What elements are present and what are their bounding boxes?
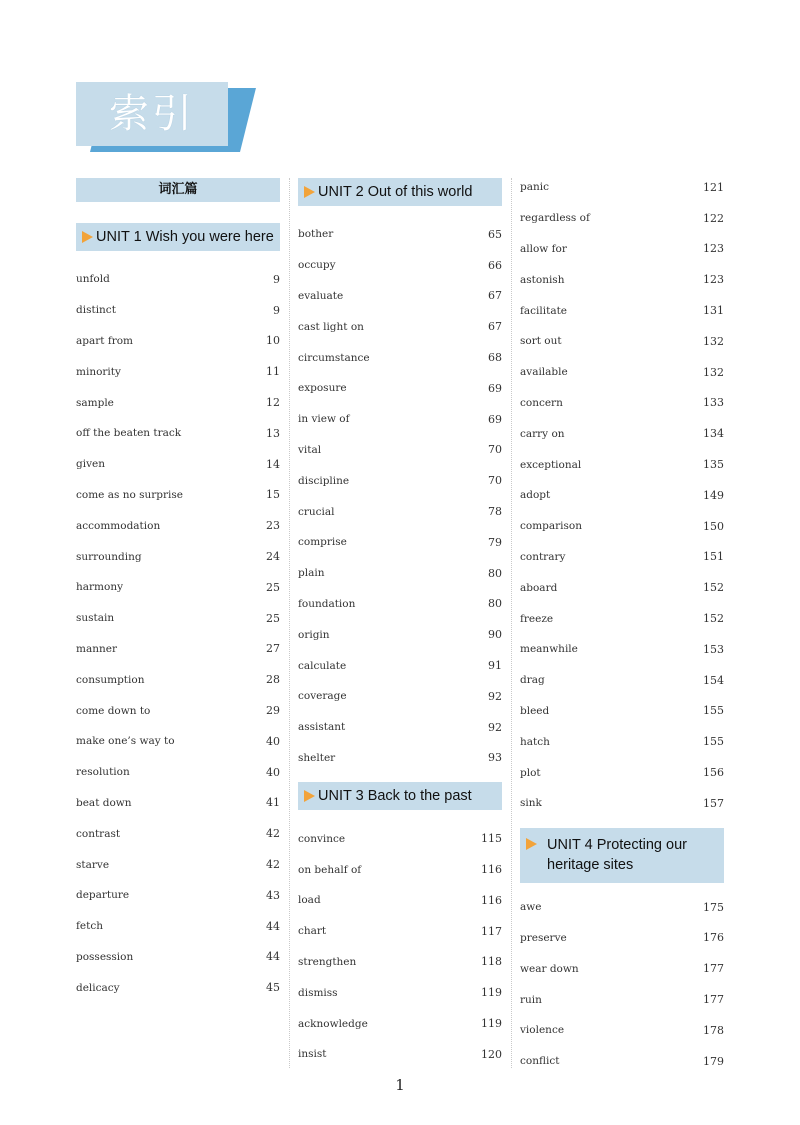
entry-word: sample — [76, 396, 114, 409]
entry-word: insist — [298, 1048, 327, 1061]
index-entry — [76, 664, 280, 695]
entry-word: circumstance — [298, 351, 370, 364]
index-entry — [76, 972, 280, 1003]
entry-word: surrounding — [76, 550, 142, 563]
entry-page: 177 — [703, 993, 724, 1007]
entry-word: manner — [76, 642, 117, 655]
entry-list — [520, 892, 724, 1077]
index-entry — [76, 911, 280, 942]
entry-page: 69 — [488, 381, 502, 395]
entry-word: in view of — [298, 413, 350, 426]
entry-page: 40 — [266, 734, 280, 748]
triangle-bullet-icon — [304, 790, 315, 802]
entry-page: 10 — [266, 334, 280, 348]
entry-word: given — [76, 458, 105, 471]
index-entry — [520, 511, 724, 542]
entry-word: preserve — [520, 931, 567, 944]
page-title-banner — [76, 82, 258, 154]
entry-page: 119 — [481, 986, 502, 1000]
entry-list — [520, 172, 724, 819]
entry-page: 41 — [266, 796, 280, 810]
index-entry — [298, 977, 502, 1008]
entry-word: delicacy — [76, 981, 120, 994]
index-entry — [76, 295, 280, 326]
index-entry — [76, 510, 280, 541]
entry-page: 115 — [481, 832, 502, 846]
index-entry — [520, 172, 724, 203]
index-entry — [298, 650, 502, 681]
entry-page: 131 — [703, 304, 724, 318]
index-entry — [520, 696, 724, 727]
entry-word: awe — [520, 901, 542, 914]
entry-word: plain — [298, 567, 325, 580]
entry-page: 66 — [488, 258, 502, 272]
index-entry — [520, 480, 724, 511]
entry-page: 151 — [703, 550, 724, 564]
entry-word: exposure — [298, 382, 347, 395]
entry-page: 152 — [703, 581, 724, 595]
index-entry — [520, 418, 724, 449]
triangle-bullet-icon — [304, 186, 315, 198]
entry-word: contrast — [76, 827, 121, 840]
entry-page: 28 — [266, 673, 280, 687]
index-entry — [76, 942, 280, 973]
index-entry — [520, 984, 724, 1015]
entry-word: comprise — [298, 536, 347, 549]
entry-page: 80 — [488, 597, 502, 611]
index-entry — [298, 281, 502, 312]
entry-page: 122 — [703, 211, 724, 225]
entry-word: sustain — [76, 612, 115, 625]
entry-page: 68 — [488, 351, 502, 365]
index-entry — [76, 356, 280, 387]
entry-page: 92 — [488, 720, 502, 734]
index-entry — [520, 892, 724, 923]
entry-page: 9 — [273, 303, 280, 317]
entry-page: 25 — [266, 611, 280, 625]
entry-word: origin — [298, 628, 330, 641]
entry-page: 69 — [488, 412, 502, 426]
entry-word: beat down — [76, 796, 132, 809]
entry-page: 121 — [703, 180, 724, 194]
entry-word: bother — [298, 228, 334, 241]
entry-word: astonish — [520, 273, 565, 286]
entry-page: 79 — [488, 535, 502, 549]
unit-label: UNIT 2 Out of this world — [318, 184, 473, 200]
entry-page: 29 — [266, 704, 280, 718]
index-entry — [76, 788, 280, 819]
entry-word: drag — [520, 674, 545, 687]
index-entry — [298, 619, 502, 650]
entry-word: sort out — [520, 335, 562, 348]
entry-word: ruin — [520, 993, 542, 1006]
entry-word: facilitate — [520, 304, 568, 317]
unit-1-header — [76, 223, 280, 251]
index-entry — [76, 726, 280, 757]
entry-word: comparison — [520, 520, 582, 533]
index-entry — [76, 757, 280, 788]
index-entry — [520, 603, 724, 634]
entry-word: strengthen — [298, 955, 357, 968]
index-entry — [298, 342, 502, 373]
entry-page: 11 — [266, 365, 280, 379]
entry-word: dismiss — [298, 986, 338, 999]
index-entry — [520, 542, 724, 573]
entry-word: unfold — [76, 273, 110, 286]
index-entry — [298, 916, 502, 947]
entry-word: load — [298, 894, 321, 907]
index-entry — [76, 326, 280, 357]
index-column-2 — [298, 178, 502, 1070]
entry-word: wear down — [520, 962, 579, 975]
entry-word: exceptional — [520, 458, 582, 471]
entry-page: 116 — [481, 893, 502, 907]
index-entry — [520, 326, 724, 357]
entry-word: acknowledge — [298, 1017, 368, 1030]
entry-page: 90 — [488, 628, 502, 642]
entry-page: 176 — [703, 931, 724, 945]
entry-page: 157 — [703, 796, 724, 810]
index-entry — [520, 923, 724, 954]
entry-page: 40 — [266, 765, 280, 779]
entry-word: available — [520, 366, 568, 379]
entry-word: off the beaten track — [76, 427, 182, 440]
index-entry — [76, 695, 280, 726]
entry-page: 152 — [703, 612, 724, 626]
index-entry — [298, 558, 502, 589]
page-title: 索引 — [109, 91, 195, 137]
entry-page: 179 — [703, 1054, 724, 1068]
entry-word: coverage — [298, 690, 347, 703]
entry-page: 27 — [266, 642, 280, 656]
column-divider — [289, 178, 290, 1068]
column-divider — [511, 178, 512, 1068]
index-column-1 — [76, 178, 280, 1003]
entry-word: regardless of — [520, 212, 590, 225]
entry-word: allow for — [520, 242, 567, 255]
entry-word: vital — [298, 443, 322, 456]
index-entry — [520, 665, 724, 696]
entry-page: 178 — [703, 1023, 724, 1037]
index-entry — [76, 449, 280, 480]
entry-page: 44 — [266, 919, 280, 933]
index-entry — [76, 572, 280, 603]
index-entry — [520, 295, 724, 326]
entry-page: 44 — [266, 950, 280, 964]
entry-list — [298, 823, 502, 1069]
entry-word: conflict — [520, 1055, 560, 1068]
entry-page: 45 — [266, 981, 280, 995]
entry-page: 123 — [703, 273, 724, 287]
entry-word: resolution — [76, 766, 130, 779]
entry-word: contrary — [520, 550, 566, 563]
index-entry — [298, 404, 502, 435]
unit-2-header — [298, 178, 502, 206]
index-entry — [520, 788, 724, 819]
index-entry — [298, 219, 502, 250]
entry-word: minority — [76, 365, 121, 378]
index-entry — [298, 885, 502, 916]
index-entry — [520, 634, 724, 665]
entry-word: discipline — [298, 474, 350, 487]
index-entry — [298, 496, 502, 527]
index-entry — [298, 947, 502, 978]
entry-page: 9 — [273, 272, 280, 286]
entry-word: sink — [520, 797, 542, 810]
entry-page: 67 — [488, 289, 502, 303]
entry-word: chart — [298, 925, 327, 938]
index-entry — [520, 264, 724, 295]
entry-word: come down to — [76, 704, 151, 717]
index-entry — [520, 1046, 724, 1077]
entry-word: panic — [520, 181, 549, 194]
entry-word: cast light on — [298, 320, 364, 333]
entry-page: 155 — [703, 735, 724, 749]
index-entry — [76, 387, 280, 418]
entry-word: foundation — [298, 597, 356, 610]
index-entry — [520, 572, 724, 603]
entry-page: 133 — [703, 396, 724, 410]
index-entry — [520, 726, 724, 757]
entry-page: 25 — [266, 580, 280, 594]
index-entry — [298, 823, 502, 854]
entry-word: consumption — [76, 673, 145, 686]
entry-page: 123 — [703, 242, 724, 256]
entry-page: 70 — [488, 474, 502, 488]
entry-word: starve — [76, 858, 110, 871]
entry-page: 135 — [703, 458, 724, 472]
entry-page: 23 — [266, 519, 280, 533]
entry-word: violence — [520, 1024, 565, 1037]
entry-page: 42 — [266, 827, 280, 841]
entry-page: 120 — [481, 1047, 502, 1061]
entry-word: departure — [76, 889, 130, 902]
entry-page: 42 — [266, 858, 280, 872]
index-entry — [520, 757, 724, 788]
entry-page: 119 — [481, 1017, 502, 1031]
entry-page: 149 — [703, 488, 724, 502]
entry-page: 132 — [703, 334, 724, 348]
index-entry — [76, 418, 280, 449]
index-entry — [298, 527, 502, 558]
entry-word: carry on — [520, 427, 565, 440]
entry-page: 92 — [488, 689, 502, 703]
entry-page: 93 — [488, 751, 502, 765]
entry-page: 24 — [266, 550, 280, 564]
entry-page: 134 — [703, 427, 724, 441]
unit-4-header — [520, 828, 724, 883]
entry-page: 156 — [703, 766, 724, 780]
entry-word: make one’s way to — [76, 735, 175, 748]
index-entry — [520, 953, 724, 984]
index-entry — [520, 203, 724, 234]
entry-word: convince — [298, 832, 346, 845]
section-title: 词汇篇 — [76, 178, 280, 202]
entry-page: 153 — [703, 642, 724, 656]
index-entry — [298, 681, 502, 712]
triangle-bullet-icon — [526, 838, 537, 850]
index-entry — [520, 234, 724, 265]
entry-word: concern — [520, 396, 563, 409]
entry-page: 175 — [703, 900, 724, 914]
page-number: 1 — [395, 1076, 405, 1094]
unit-label: UNIT 1 Wish you were here — [96, 229, 274, 245]
index-entry — [298, 712, 502, 743]
index-entry — [298, 250, 502, 281]
unit-label: UNIT 4 Protecting our heritage sites — [547, 836, 687, 873]
index-column-3 — [520, 178, 724, 1077]
index-entry — [76, 634, 280, 665]
entry-page: 80 — [488, 566, 502, 580]
entry-page: 13 — [266, 426, 280, 440]
index-entry — [76, 880, 280, 911]
entry-page: 177 — [703, 962, 724, 976]
index-entry — [298, 465, 502, 496]
entry-page: 67 — [488, 320, 502, 334]
entry-page: 43 — [266, 888, 280, 902]
entry-word: harmony — [76, 581, 124, 594]
entry-page: 70 — [488, 443, 502, 457]
entry-page: 14 — [266, 457, 280, 471]
index-entry — [298, 743, 502, 774]
entry-word: aboard — [520, 581, 558, 594]
entry-word: come as no surprise — [76, 488, 183, 501]
index-entry — [298, 1008, 502, 1039]
index-entry — [76, 849, 280, 880]
index-entry — [76, 818, 280, 849]
entry-word: possession — [76, 950, 134, 963]
entry-page: 117 — [481, 924, 502, 938]
entry-page: 150 — [703, 519, 724, 533]
index-entry — [298, 1039, 502, 1070]
entry-page: 154 — [703, 673, 724, 687]
entry-word: adopt — [520, 489, 551, 502]
entry-word: plot — [520, 766, 541, 779]
entry-word: crucial — [298, 505, 335, 518]
index-entry — [298, 589, 502, 620]
triangle-bullet-icon — [82, 231, 93, 243]
entry-page: 132 — [703, 365, 724, 379]
index-entry — [76, 480, 280, 511]
entry-word: assistant — [298, 721, 346, 734]
entry-word: on behalf of — [298, 863, 362, 876]
entry-word: shelter — [298, 751, 336, 764]
entry-word: calculate — [298, 659, 347, 672]
index-entry — [76, 541, 280, 572]
entry-page: 91 — [488, 659, 502, 673]
entry-page: 12 — [266, 396, 280, 410]
entry-page: 118 — [481, 955, 502, 969]
entry-list — [298, 219, 502, 773]
entry-page: 15 — [266, 488, 280, 502]
index-entry — [298, 854, 502, 885]
entry-page: 155 — [703, 704, 724, 718]
unit-3-header — [298, 782, 502, 810]
entry-word: meanwhile — [520, 643, 578, 656]
entry-word: bleed — [520, 704, 550, 717]
index-entry — [298, 311, 502, 342]
entry-page: 65 — [488, 227, 502, 241]
entry-word: apart from — [76, 334, 134, 347]
entry-word: freeze — [520, 612, 554, 625]
entry-word: hatch — [520, 735, 550, 748]
entry-word: distinct — [76, 304, 116, 317]
entry-page: 116 — [481, 863, 502, 877]
index-entry — [520, 1015, 724, 1046]
entry-word: fetch — [76, 920, 103, 933]
entry-list — [76, 264, 280, 1003]
index-entry — [76, 264, 280, 295]
unit-label: UNIT 3 Back to the past — [318, 788, 472, 805]
entry-word: occupy — [298, 259, 336, 272]
entry-page: 78 — [488, 505, 502, 519]
index-entry — [520, 449, 724, 480]
index-entry — [76, 603, 280, 634]
index-entry — [298, 435, 502, 466]
entry-word: accommodation — [76, 519, 161, 532]
entry-word: evaluate — [298, 289, 344, 302]
index-entry — [520, 388, 724, 419]
index-entry — [298, 373, 502, 404]
index-entry — [520, 357, 724, 388]
